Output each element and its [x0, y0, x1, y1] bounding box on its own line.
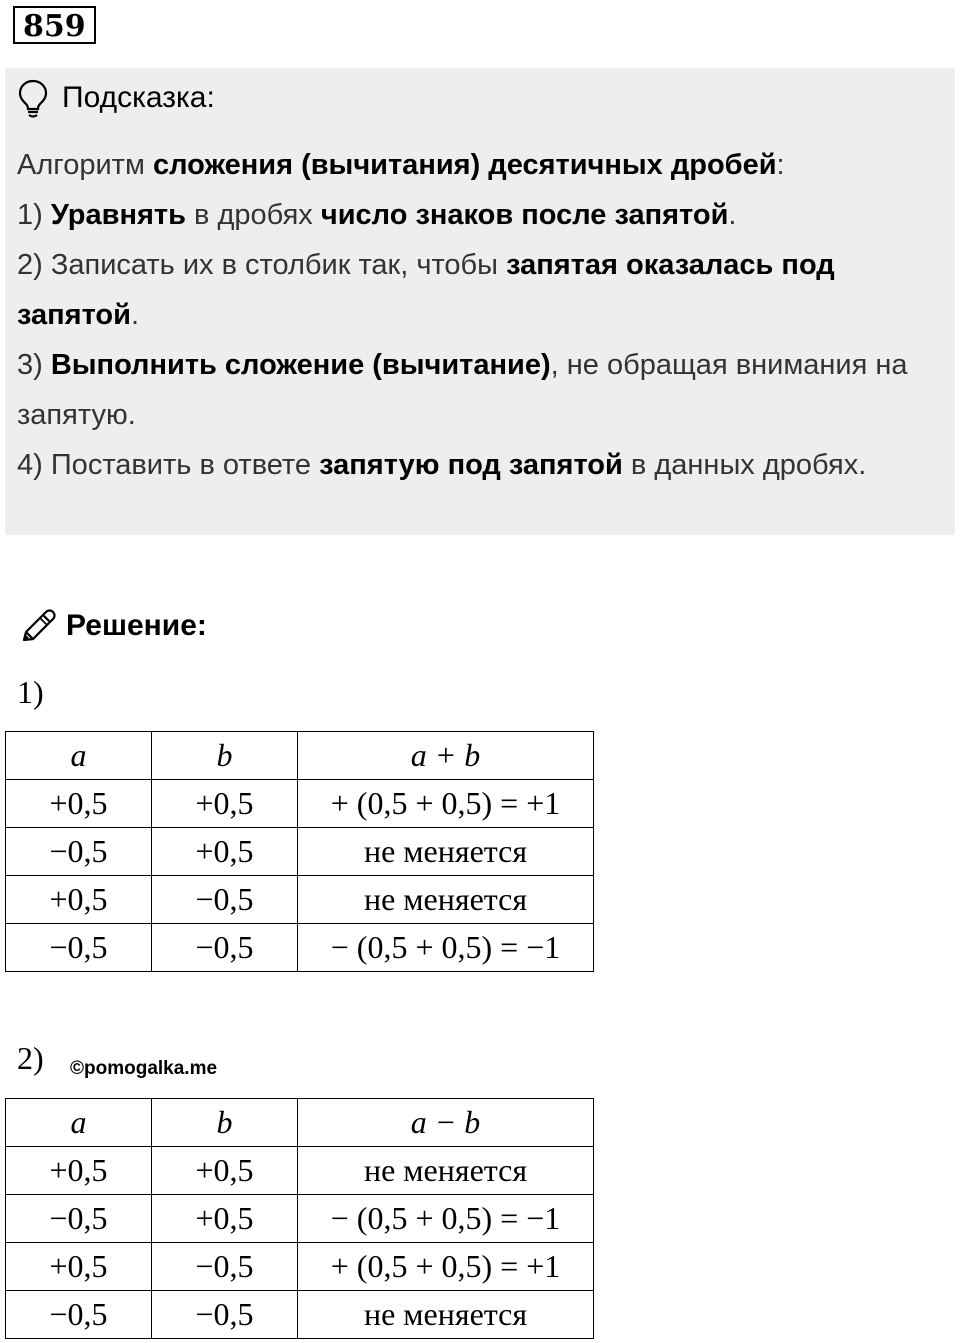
cell-b: +0,5	[152, 1195, 298, 1243]
hint-step-4-text: 4) Поставить в ответе	[17, 449, 320, 481]
cell-b: −0,5	[152, 924, 298, 972]
hint-step-4-bold: запятую под запятой	[319, 449, 623, 481]
table-addition	[5, 731, 594, 972]
hint-title: Подсказка:	[62, 81, 215, 114]
table-row	[6, 1243, 594, 1291]
hint-step-1-end: .	[728, 199, 737, 231]
header-a: a	[6, 1099, 152, 1147]
hint-intro	[17, 140, 947, 190]
cell-a: +0,5	[6, 780, 152, 828]
table-header-row	[6, 732, 594, 780]
hint-step-3-num: 3)	[17, 349, 51, 381]
cell-b: +0,5	[152, 828, 298, 876]
watermark: ©pomogalka.me	[70, 1058, 218, 1079]
solution-title: Решение:	[66, 609, 207, 642]
hint-step-2-text: 2) Записать их в столбик так, чтобы	[17, 249, 507, 281]
hint-intro-text: Алгоритм	[17, 149, 153, 181]
cell-b: −0,5	[152, 876, 298, 924]
cell-result: + (0,5 + 0,5) = +1	[298, 1243, 594, 1291]
header-result: a − b	[298, 1099, 594, 1147]
cell-b: −0,5	[152, 1243, 298, 1291]
cell-result: не меняется	[298, 1291, 594, 1339]
cell-b: +0,5	[152, 780, 298, 828]
hint-step-3-text: , не обращая внимания на запятую.	[17, 349, 908, 431]
cell-a: −0,5	[6, 1195, 152, 1243]
table-row	[6, 828, 594, 876]
cell-b: −0,5	[152, 1291, 298, 1339]
hint-step-2-end: .	[130, 299, 140, 331]
table-header-row	[6, 1099, 594, 1147]
hint-intro-bold: сложения (вычитания) десятичных дробей	[152, 149, 777, 181]
hint-header	[16, 76, 215, 120]
table-row	[6, 1195, 594, 1243]
table-row	[6, 1147, 594, 1195]
cell-result: не меняется	[298, 876, 594, 924]
lightbulb-icon	[16, 78, 50, 118]
cell-result: не меняется	[298, 1147, 594, 1195]
cell-a: +0,5	[6, 876, 152, 924]
part-2-label: 2)	[17, 1040, 44, 1076]
cell-a: −0,5	[6, 924, 152, 972]
solution-header	[18, 602, 207, 650]
table-row	[6, 1291, 594, 1339]
cell-result: + (0,5 + 0,5) = +1	[298, 780, 594, 828]
hint-step-1	[17, 190, 947, 240]
header-b: b	[152, 1099, 298, 1147]
hint-step-3	[17, 340, 947, 440]
part-1-label: 1)	[17, 674, 44, 710]
hint-step-3-bold: Выполнить сложение (вычитание)	[50, 349, 551, 381]
table-row	[6, 876, 594, 924]
hint-step-1-bold1: Уравнять	[50, 199, 186, 231]
header-a: a	[6, 732, 152, 780]
pencil-icon	[18, 606, 58, 646]
hint-step-2-bold: запятая оказалась под запятой	[17, 249, 835, 331]
table-subtraction	[5, 1098, 594, 1339]
hint-step-1-text: в дробях	[185, 199, 321, 231]
hint-step-4-end: в данных дробях.	[622, 449, 867, 481]
hint-step-2	[17, 240, 947, 340]
cell-a: −0,5	[6, 828, 152, 876]
cell-a: +0,5	[6, 1243, 152, 1291]
cell-result: не меняется	[298, 828, 594, 876]
header-b: b	[152, 732, 298, 780]
task-number: 859	[13, 6, 96, 44]
table-row	[6, 924, 594, 972]
cell-a: +0,5	[6, 1147, 152, 1195]
cell-b: +0,5	[152, 1147, 298, 1195]
hint-step-4	[17, 440, 947, 490]
cell-result: − (0,5 + 0,5) = −1	[298, 1195, 594, 1243]
hint-step-1-bold2: число знаков после запятой	[320, 199, 729, 231]
table-row	[6, 780, 594, 828]
cell-result: − (0,5 + 0,5) = −1	[298, 924, 594, 972]
header-result: a + b	[298, 732, 594, 780]
hint-step-1-num: 1)	[17, 199, 51, 231]
hint-text	[17, 140, 947, 490]
cell-a: −0,5	[6, 1291, 152, 1339]
hint-intro-end: :	[776, 149, 785, 181]
